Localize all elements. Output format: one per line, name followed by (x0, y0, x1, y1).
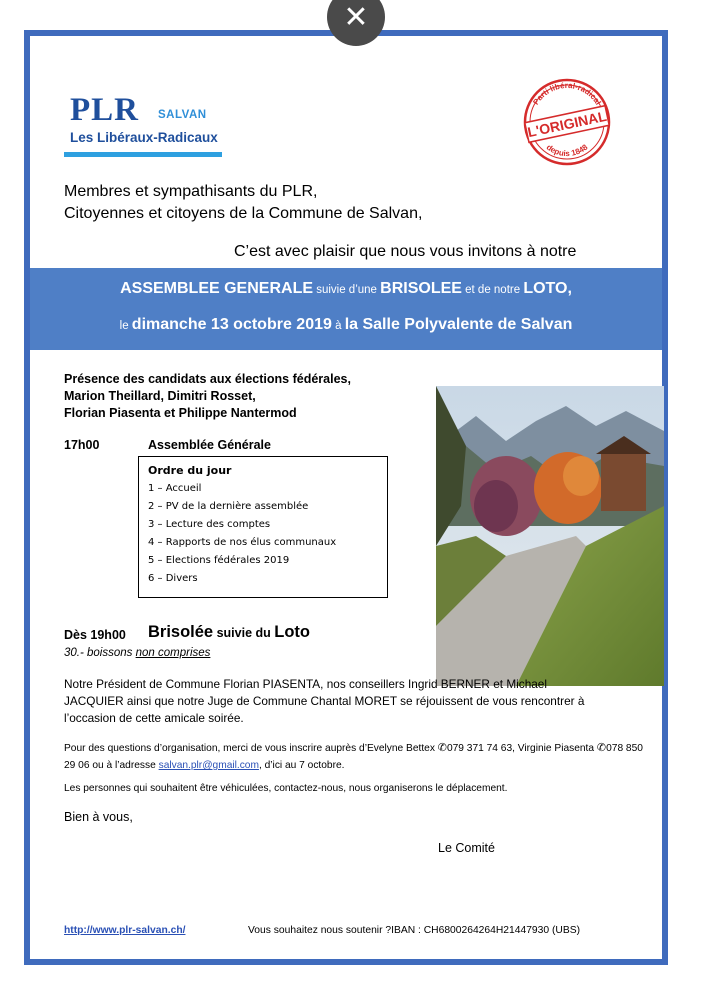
flyer-page (24, 30, 668, 965)
banner-line-2 (30, 316, 662, 334)
registration-paragraph (64, 739, 644, 774)
agenda-item: 4 – Rapports de nos élus communaux (148, 537, 337, 548)
logo-town: SALVAN (158, 109, 207, 121)
candidates-line-2: Marion Theillard, Dimitri Rosset, (64, 389, 256, 403)
agenda-item: 5 – Elections fédérales 2019 (148, 555, 290, 566)
presence-paragraph: Notre Président de Commune Florian PIASENTA, nos conseillers Ingrid BERNER et Michael JACQUIER ainsi que notre Juge de Commune Chantal MORET se réjouissent de vous rencontrer à l’occasion de cette amicale soirée. (64, 677, 585, 725)
agenda-title: Ordre du jour (148, 464, 232, 477)
registration-text-1: Pour des questions d’organisation, merci de vous inscrire auprès d’Evelyne Bettex (64, 743, 438, 754)
phone-evelyne: 079 371 74 63 (446, 743, 513, 754)
banner-ag: ASSEMBLEE GENERALE (120, 280, 314, 297)
banner-venue: la Salle Polyvalente de Salvan (344, 316, 573, 333)
banner-loto: LOTO, (523, 280, 572, 297)
candidates-line-1: Présence des candidats aux élections fédérales, (64, 372, 351, 386)
greeting (64, 181, 422, 225)
event-assembly: Assemblée Générale (148, 438, 271, 452)
logo-subtitle: Les Libéraux-Radicaux (70, 130, 218, 145)
salvan-landscape-photo (436, 386, 664, 686)
event-brisolee (148, 623, 310, 642)
price-value: 30.- boissons (64, 647, 136, 659)
phone-icon: ✆ (437, 741, 447, 754)
footer-url-wrap (64, 925, 185, 936)
signature: Le Comité (438, 841, 495, 855)
agenda-item: 2 – PV de la dernière assemblée (148, 501, 309, 512)
email-link[interactable]: salvan.plr@gmail.com (158, 760, 259, 771)
price-note (64, 647, 210, 659)
agenda-item: 1 – Accueil (148, 483, 202, 494)
time-assembly: 17h00 (64, 438, 100, 452)
agenda-box (138, 456, 388, 598)
registration-text-2: , Virginie Piasenta (512, 743, 597, 754)
close-icon: ✕ (343, 0, 369, 35)
candidates-block (64, 371, 351, 422)
invite-line: C’est avec plaisir que nous vous invitons à notre (234, 243, 577, 260)
time-brisolee: Dès 19h00 (64, 628, 126, 642)
candidates-line-3: Florian Piasenta et Philippe Nantermod (64, 406, 297, 420)
greeting-line-1: Membres et sympathisants du PLR, (64, 183, 318, 200)
stamp-bottom-text: depuis 1848 (544, 142, 590, 159)
event-banner (30, 268, 662, 350)
brisolee-word: Brisolée (148, 623, 214, 641)
closing: Bien à vous, (64, 810, 133, 824)
website-link[interactable]: http://www.plr-salvan.ch/ (64, 925, 186, 936)
banner-line-1 (30, 280, 662, 298)
registration-text-4: , d’ici au 7 octobre. (258, 760, 345, 771)
banner-date: dimanche 13 octobre 2019 (131, 316, 332, 333)
banner-brisolee: BRISOLEE (380, 280, 462, 297)
logo-underline (64, 152, 222, 157)
agenda-item: 6 – Divers (148, 573, 198, 584)
loto-word: Loto (274, 623, 310, 641)
original-stamp-icon (518, 74, 616, 166)
registration-text-3: ou à l’adresse (89, 760, 159, 771)
logo-brand: PLR (70, 92, 139, 128)
transport-note: Les personnes qui souhaitent être véhiculées, contactez-nous, nous organiserons le déplacement. (64, 783, 508, 794)
svg-text:Parti libéral-radical (531, 81, 602, 107)
price-exclusion: non comprises (135, 647, 211, 659)
greeting-line-2: Citoyennes et citoyens de la Commune de Salvan, (64, 205, 423, 222)
agenda-item: 3 – Lecture des comptes (148, 519, 271, 530)
stamp-top-text: Parti libéral-radical (531, 80, 603, 107)
brisolee-suivie: suivie du (213, 626, 275, 640)
banner-et: et de notre (461, 284, 524, 296)
phone-virginie: 078 850 29 06 (64, 743, 643, 771)
phone-icon: ✆ (596, 741, 607, 754)
banner-a: à (331, 320, 345, 332)
footer-iban: Vous souhaitez nous soutenir ?IBAN : CH6800264264H21447930 (UBS) (248, 925, 581, 936)
stamp-main-text: L'ORIGINAL (526, 107, 608, 141)
banner-le: le (119, 320, 132, 332)
banner-suivie: suivie d’une (313, 284, 381, 296)
